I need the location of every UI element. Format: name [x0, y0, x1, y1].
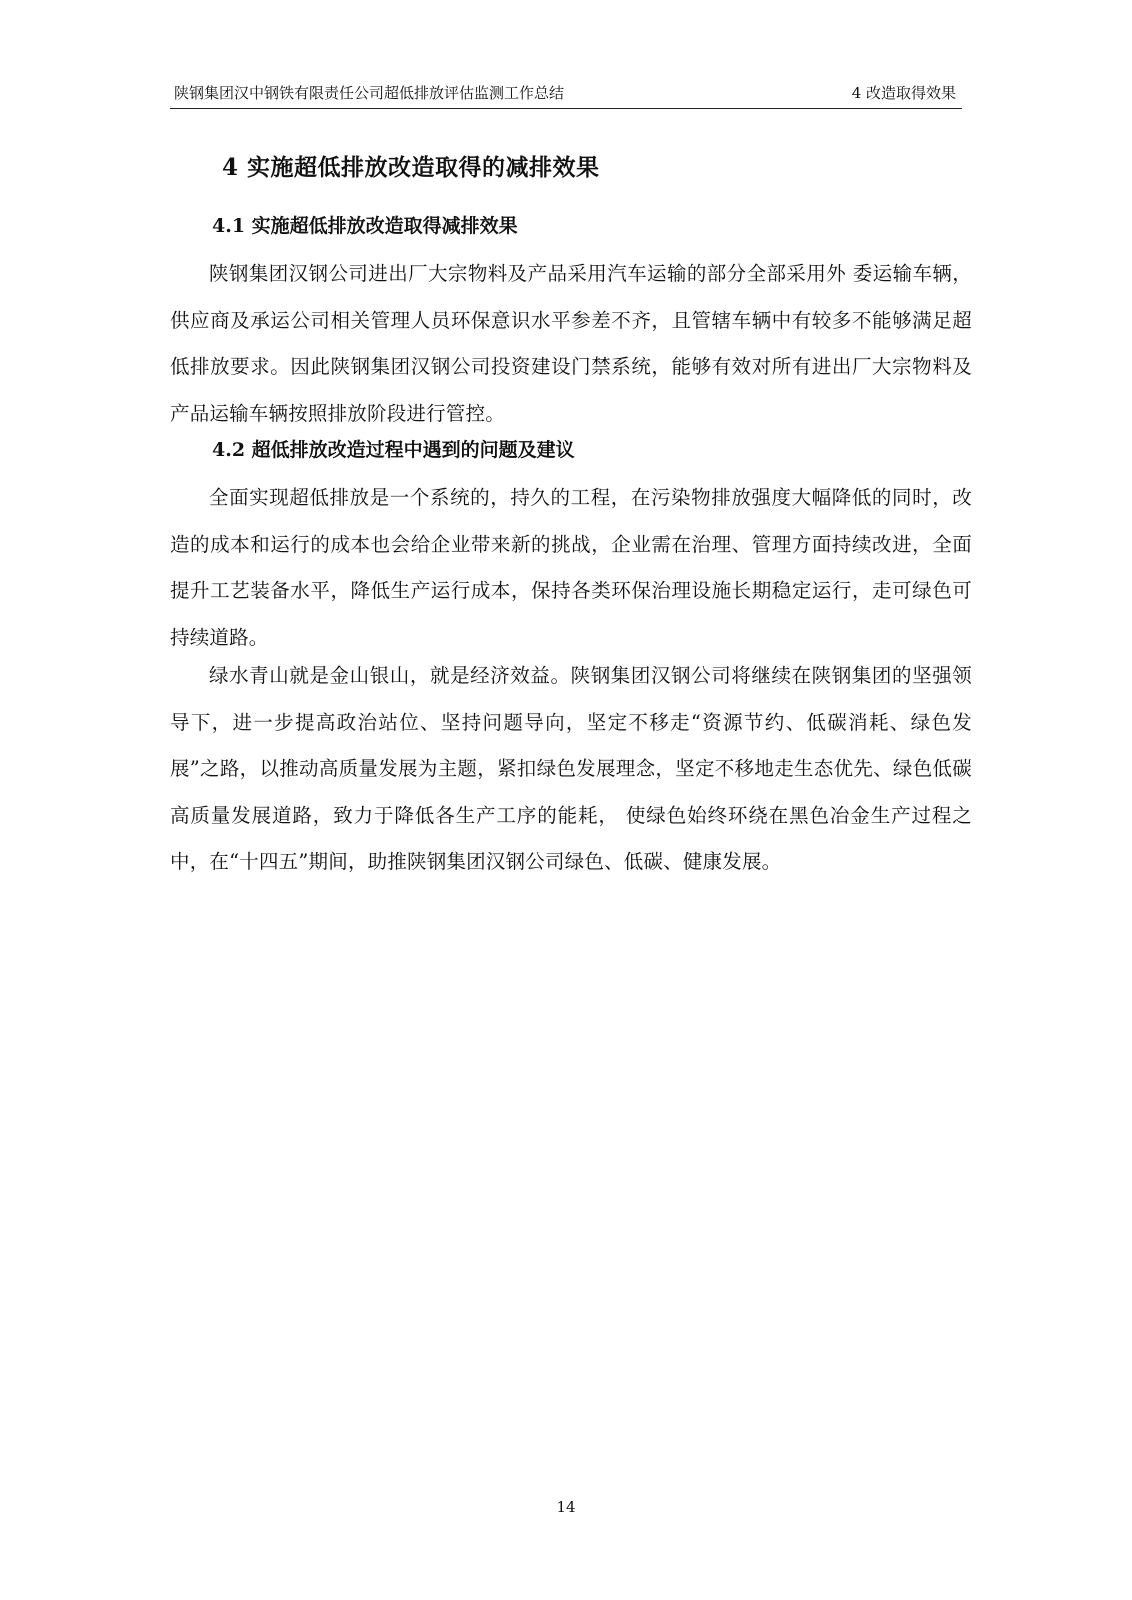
section-title-4-1: 4.1 实施超低排放改造取得减排效果	[212, 215, 518, 237]
section-4-2-paragraph-1: 全面实现超低排放是一个系统的，持久的工程，在污染物排放强度大幅降低的同时，改造的成本和运行的成本也会给企业带来新的挑战，企业需在治理、管理方面持续改进，全面提升工艺装备水平，降低生产运行成本，保持各类环保治理设施长期稳定运行，走可绿色可持续道路。	[170, 486, 972, 649]
section-title-4-2: 4.2 超低排放改造过程中遇到的问题及建议	[212, 439, 575, 461]
section-4-1-paragraph: 陕钢集团汉钢公司进出厂大宗物料及产品采用汽车运输的部分全部采用外 委运输车辆，供应商及承运公司相关管理人员环保意识水平参差不齐，且管辖车辆中有较多不能够满足超低排放要求。因此陕钢集团汉钢公司投资建设门禁系统，能够有效对所有进出厂大宗物料及产品运输车辆按照排放阶段进行管控。	[170, 262, 972, 425]
page-number: 14	[556, 1498, 576, 1516]
header-document-title: 陕钢集团汉中钢铁有限责任公司超低排放评估监测工作总结	[174, 84, 565, 102]
chapter-title: 4 实施超低排放改造取得的减排效果	[222, 154, 600, 181]
section-4-2-paragraph-2: 绿水青山就是金山银山，就是经济效益。陕钢集团汉钢公司将继续在陕钢集团的坚强领导下，进一步提高政治站位、坚持问题导向，坚定不移走“资源节约、低碳消耗、绿色发展”之路，以推动高质量发展为主题，紧扣绿色发展理念，坚定不移地走生态优先、绿色低碳高质量发展道路，致力于降低各生产工序的能耗， 使绿色始终环绕在黑色冶金生产过程之中，在“十四五”期间，助推陕钢集团汉钢公司绿色、低碳、健康发展。	[170, 664, 972, 873]
header-chapter-label: 4 改造取得效果	[851, 84, 956, 102]
running-header	[170, 78, 962, 109]
